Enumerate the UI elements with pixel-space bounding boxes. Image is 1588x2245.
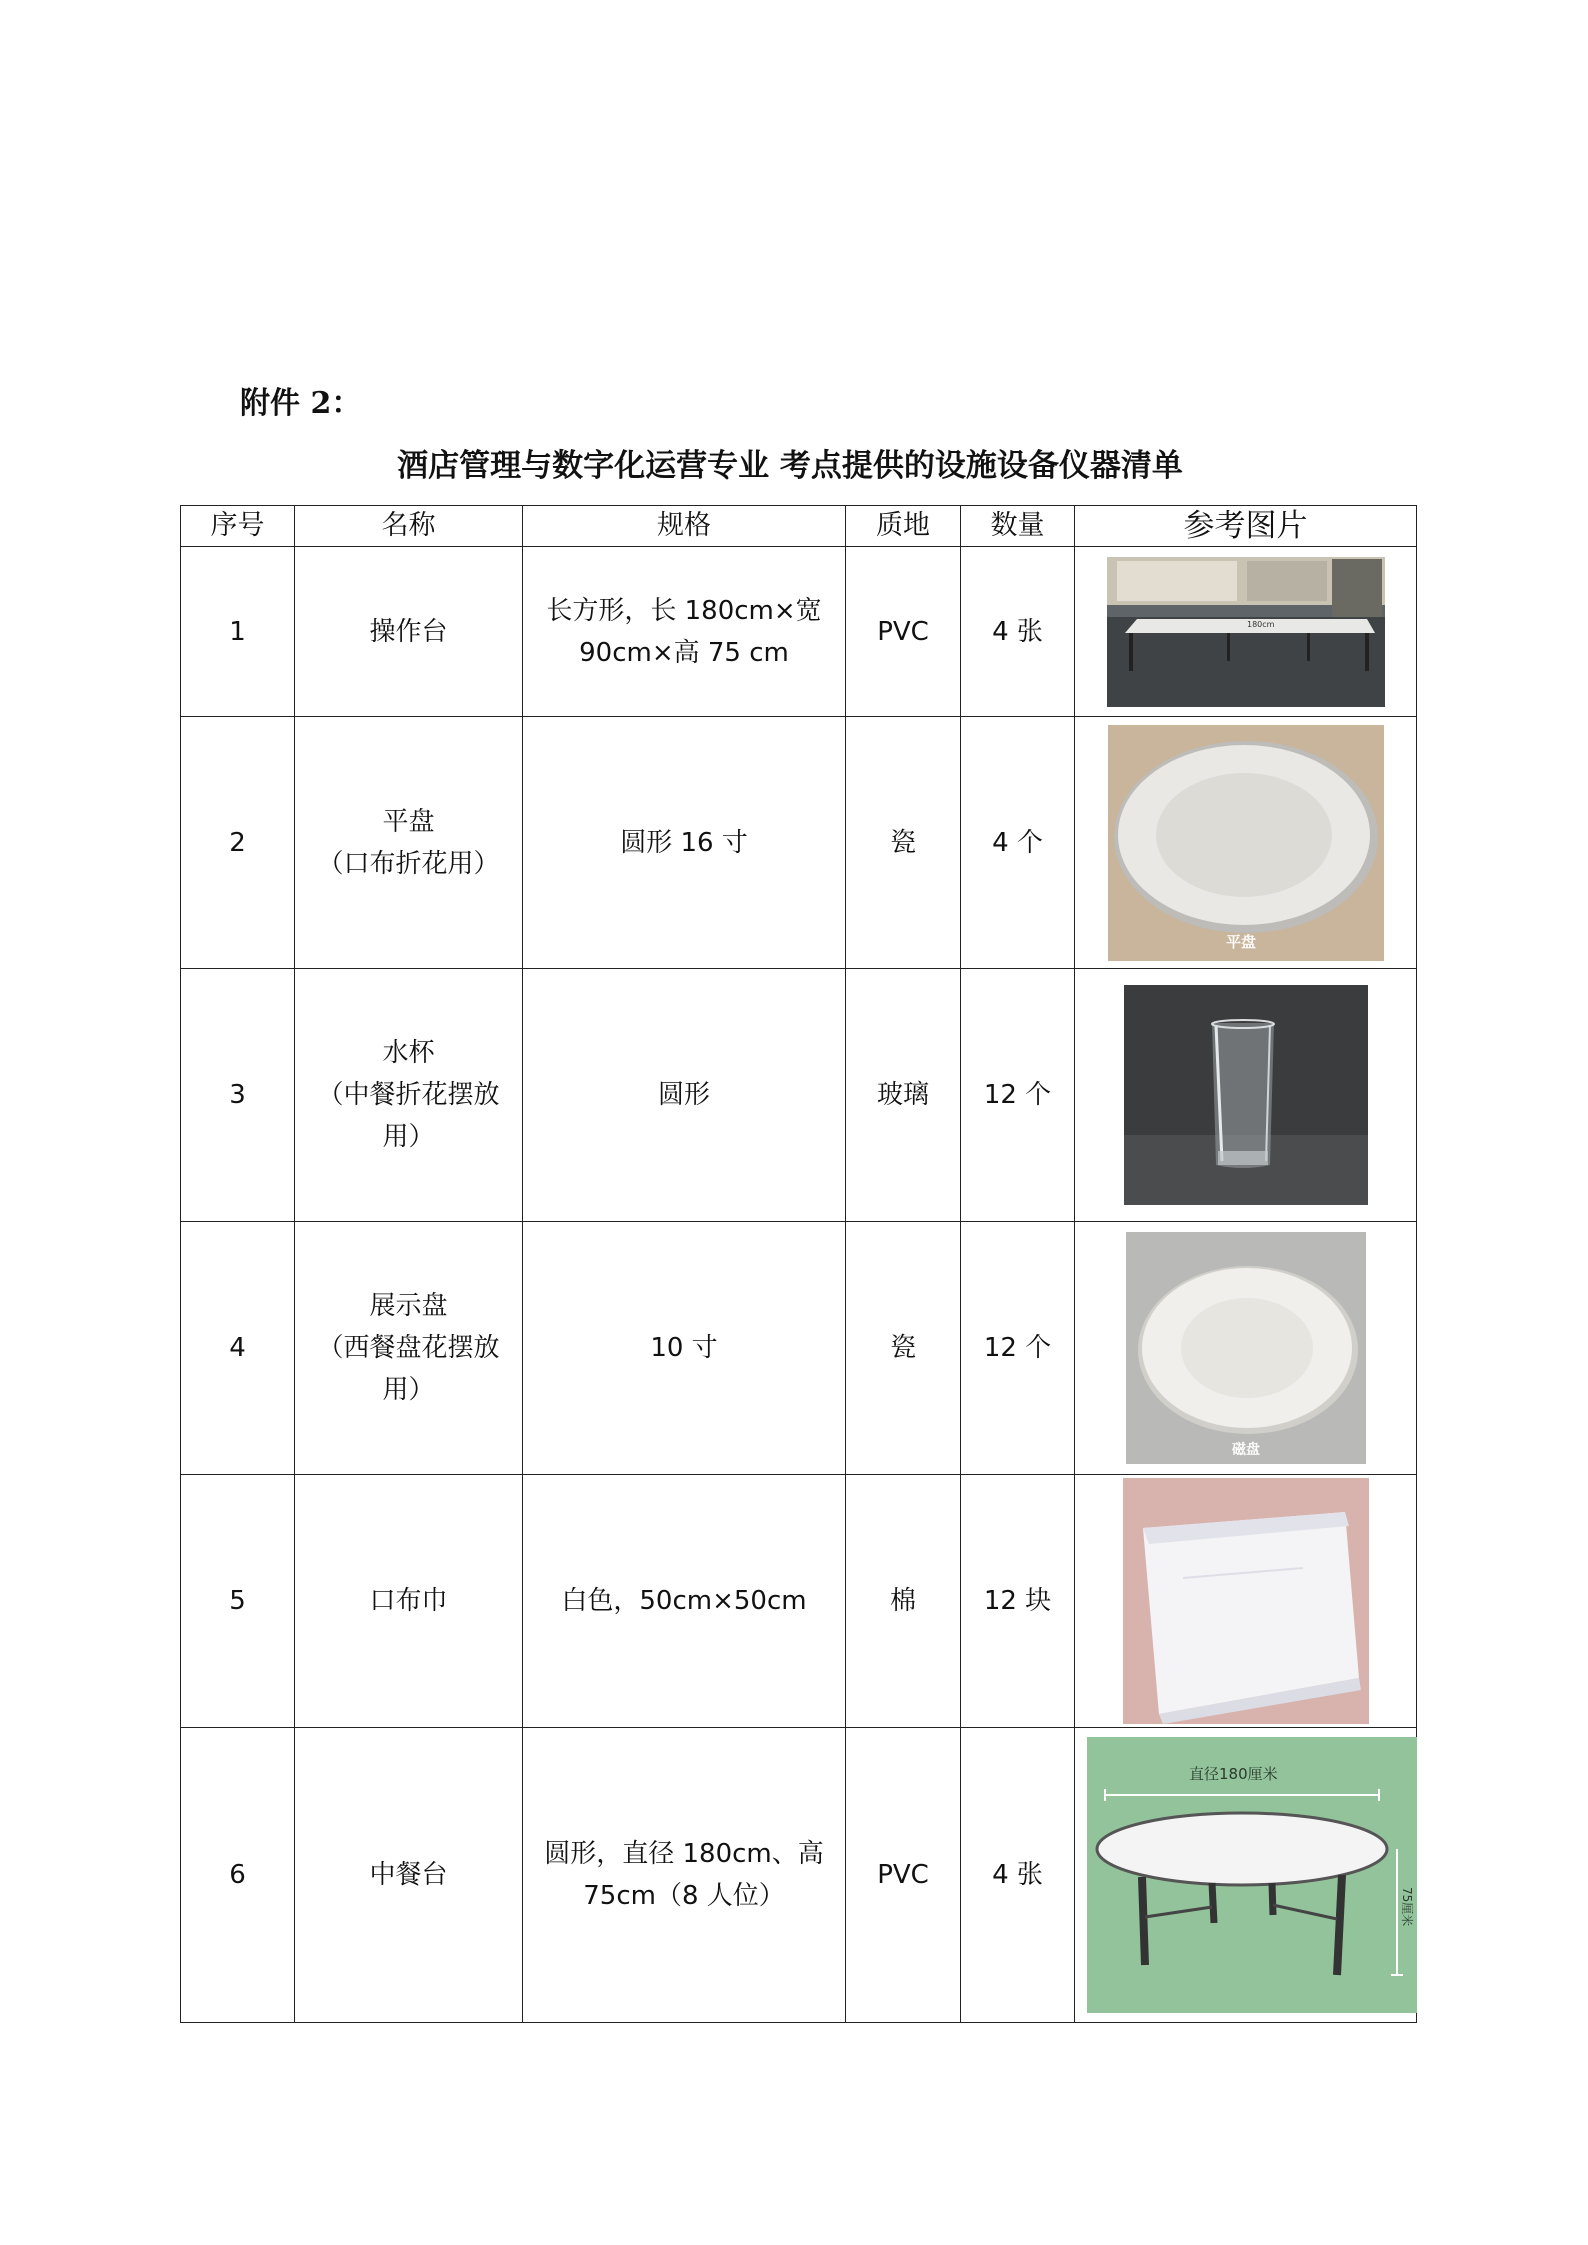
cell-ref-image — [1075, 547, 1417, 717]
header-spec: 规格 — [523, 506, 846, 547]
cell-material: 棉 — [846, 1475, 961, 1728]
cell-ref-image — [1075, 1222, 1417, 1475]
cell-name — [295, 717, 523, 969]
header-no: 序号 — [181, 506, 295, 547]
display-plate-photo — [1126, 1232, 1366, 1464]
cell-no: 4 — [181, 1222, 295, 1475]
table-row — [181, 1475, 1417, 1728]
header-qty: 数量 — [961, 506, 1075, 547]
cell-spec: 10 寸 — [523, 1222, 846, 1475]
header-ref-image: 参考图片 — [1075, 506, 1417, 547]
table-row — [181, 969, 1417, 1222]
cell-qty: 4 张 — [961, 547, 1075, 717]
cell-name: 口布巾 — [295, 1475, 523, 1728]
cell-qty: 4 个 — [961, 717, 1075, 969]
cell-qty: 12 个 — [961, 969, 1075, 1222]
item-name-note: （口布折花用） — [317, 848, 500, 879]
cell-material: 玻璃 — [846, 969, 961, 1222]
diameter-label: 直径180厘米 — [1189, 1765, 1278, 1783]
header-material: 质地 — [846, 506, 961, 547]
cell-material: 瓷 — [846, 1222, 961, 1475]
cell-material: PVC — [846, 1728, 961, 2023]
cell-spec: 圆形 16 寸 — [523, 717, 846, 969]
attachment-label: 附件 2： — [240, 386, 362, 421]
cell-no: 1 — [181, 547, 295, 717]
equipment-table — [180, 505, 1417, 2023]
napkin-photo — [1123, 1478, 1369, 1724]
cell-ref-image — [1075, 969, 1417, 1222]
cell-name — [295, 969, 523, 1222]
cell-spec: 圆形 — [523, 969, 846, 1222]
photo-caption: 磁盘 — [1231, 1442, 1260, 1458]
item-name-note: （西餐盘花摆放用） — [317, 1333, 500, 1405]
cell-spec: 圆形，直径 180cm、高 75cm（8 人位） — [523, 1728, 846, 2023]
cell-qty: 4 张 — [961, 1728, 1075, 2023]
cell-spec: 白色，50cm×50cm — [523, 1475, 846, 1728]
cell-ref-image — [1075, 1475, 1417, 1728]
cell-name: 中餐台 — [295, 1728, 523, 2023]
table-row — [181, 547, 1417, 717]
cell-ref-image — [1075, 1728, 1417, 2023]
header-name: 名称 — [295, 506, 523, 547]
cell-ref-image — [1075, 717, 1417, 969]
table-header-row — [181, 506, 1417, 547]
cell-name — [295, 547, 523, 717]
cell-no: 2 — [181, 717, 295, 969]
table-dimension-label: 180cm — [1246, 619, 1274, 629]
cell-spec: 长方形，长 180cm×宽 90cm×高 75 cm — [523, 547, 846, 717]
item-name-note: （中餐折花摆放用） — [317, 1080, 500, 1152]
cell-no: 5 — [181, 1475, 295, 1728]
table-row — [181, 1222, 1417, 1475]
cell-no: 6 — [181, 1728, 295, 2023]
cell-name — [295, 1222, 523, 1475]
cell-material: PVC — [846, 547, 961, 717]
item-name: 展示盘 — [369, 1291, 448, 1321]
item-name: 水杯 — [382, 1038, 435, 1068]
flat-plate-photo — [1108, 725, 1384, 961]
cell-no: 3 — [181, 969, 295, 1222]
height-label: 75厘米 — [1400, 1887, 1414, 1927]
item-name: 操作台 — [369, 616, 448, 647]
water-glass-photo — [1124, 985, 1368, 1205]
round-table-photo — [1087, 1737, 1417, 2013]
cell-material: 瓷 — [846, 717, 961, 969]
document-title: 酒店管理与数字化运营专业 考点提供的设施设备仪器清单 — [397, 448, 1183, 484]
cell-qty: 12 块 — [961, 1475, 1075, 1728]
cell-qty: 12 个 — [961, 1222, 1075, 1475]
photo-caption: 平盘 — [1225, 932, 1256, 951]
table-row — [181, 1728, 1417, 2023]
table-row — [181, 717, 1417, 969]
item-name: 平盘 — [382, 806, 435, 837]
rectangular-table-photo — [1107, 557, 1385, 707]
